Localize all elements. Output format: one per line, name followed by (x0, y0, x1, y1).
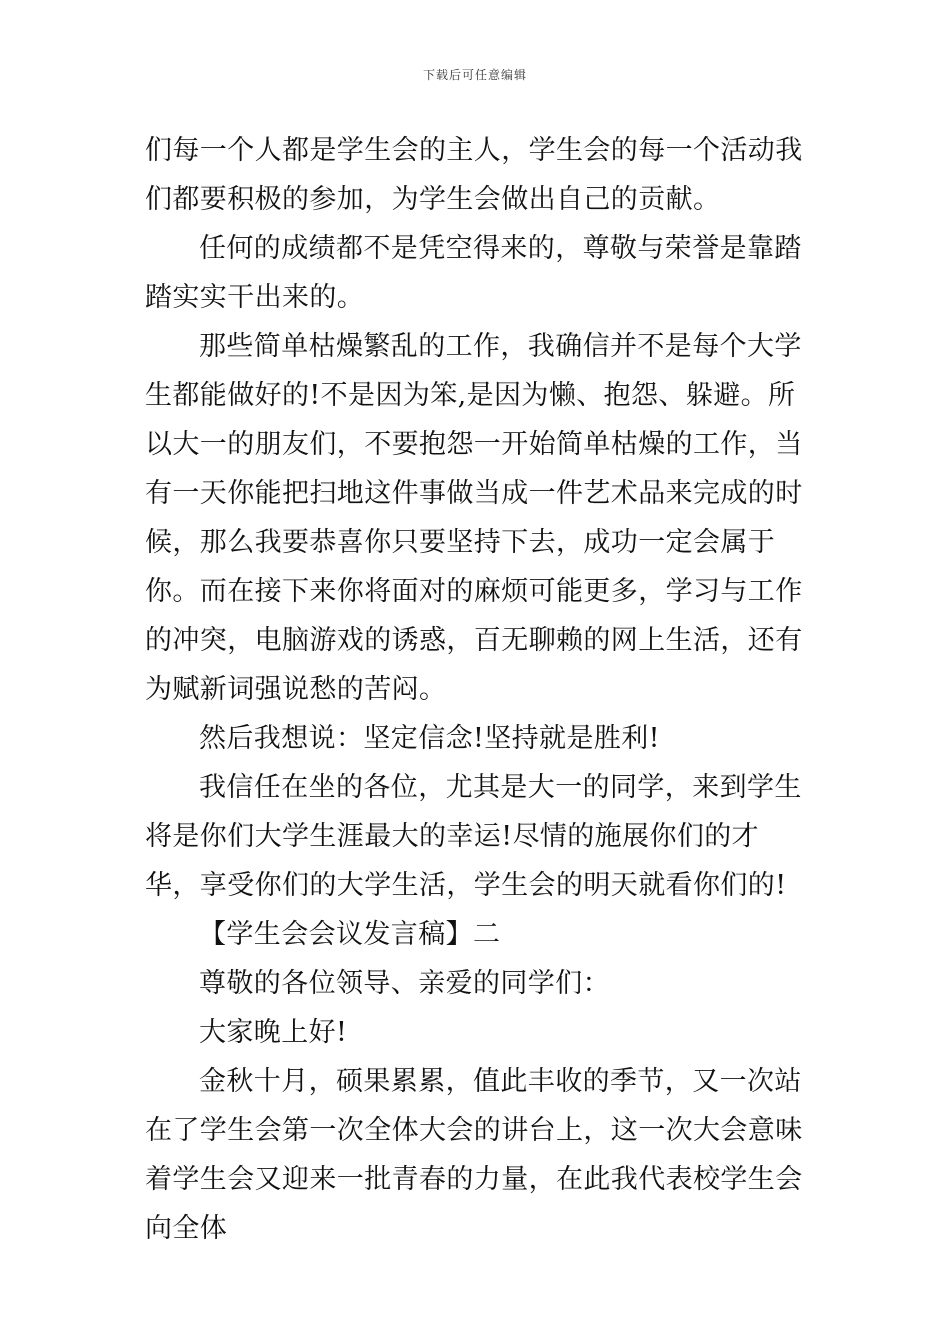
page-header-note: 下载后可任意编辑 (422, 68, 527, 82)
salutation: 尊敬的各位领导、亲爱的同学们： (199, 968, 610, 999)
section-heading: 【学生会会议发言稿】二 (199, 919, 501, 950)
greeting: 大家晚上好! (199, 1017, 348, 1048)
paragraph-5: 我信任在坐的各位，尤其是大一的同学，来到学生将是你们大学生涯最大的幸运!尽情的施展你们的才华，享受你们的大学生活，学生会的明天就看你们的! (145, 772, 802, 901)
paragraph-9: 金秋十月，硕果累累，值此丰收的季节，又一次站在了学生会第一次全体大会的讲台上，这一次大会意味着学生会又迎来一批青春的力量，在此我代表校学生会向全体 (145, 1066, 803, 1244)
paragraph-4: 然后我想说：坚定信念!坚持就是胜利! (199, 723, 660, 754)
paragraph-3: 那些简单枯燥繁乱的工作，我确信并不是每个大学生都能做好的!不是因为笨,是因为懒、抱怨、躲避。所以大一的朋友们，不要抱怨一开始简单枯燥的工作，当有一天你能把扫地这件事做当成一件艺术品来完成的时候，那么我要恭喜你只要坚持下去，成功一定会属于你。而在接下来你将面对的麻烦可能更多，学习与工作的冲突，电脑游戏的诱惑，百无聊赖的网上生活，还有为赋新词强说愁的苦闷。 (145, 331, 803, 705)
paragraph-1: 们每一个人都是学生会的主人，学生会的每一个活动我们都要积极的参加，为学生会做出自己的贡献。 (145, 135, 803, 215)
document-body (145, 126, 807, 1253)
paragraph-2: 任何的成绩都不是凭空得来的，尊敬与荣誉是靠踏踏实实干出来的。 (145, 233, 802, 313)
